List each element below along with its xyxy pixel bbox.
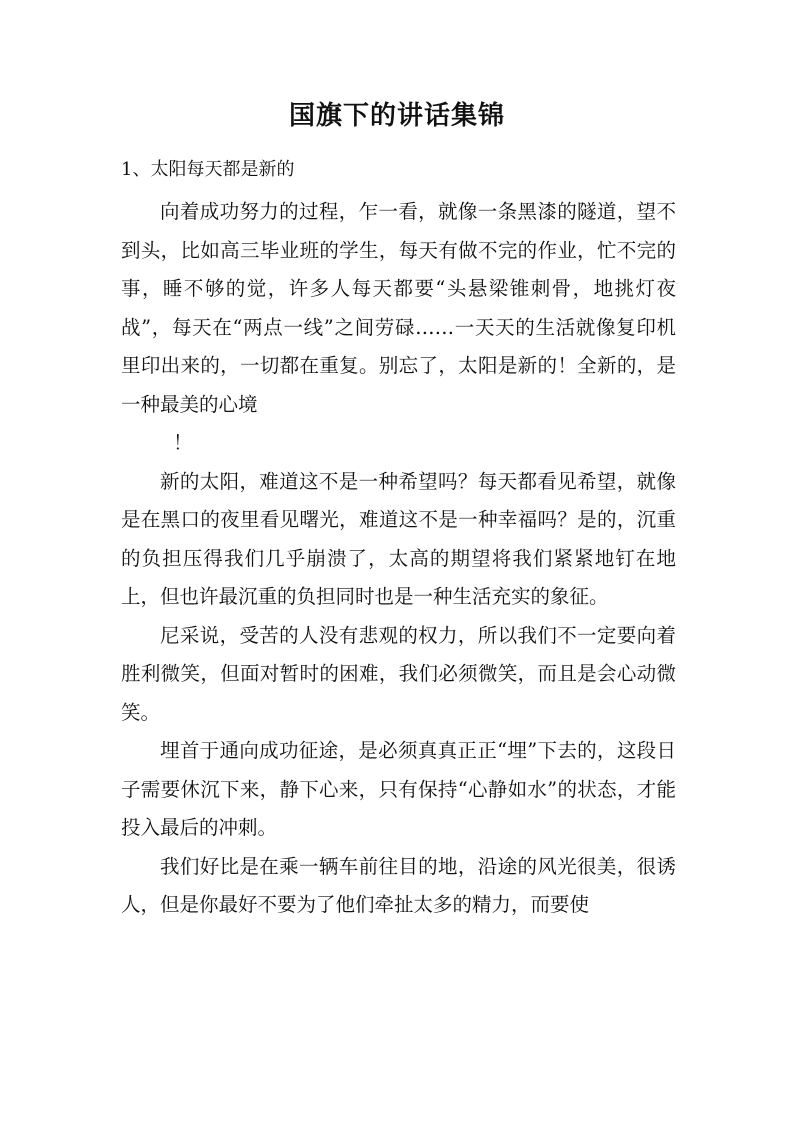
paragraph: 尼采说，受苦的人没有悲观的权力，所以我们不一定要向着胜利微笑，但面对暂时的困难，我们必须微笑，而且是会心动微笑。 [121, 623, 676, 724]
paragraph: 埋首于通向成功征途，是必须真真正正“埋”下去的，这段日子需要休沉下来，静下心来，只有保持“心静如水”的状态，才能投入最后的冲刺。 [121, 739, 676, 839]
section-heading: 1、太阳每天都是新的 [121, 159, 295, 180]
page-title: 国旗下的讲话集锦 [288, 101, 505, 131]
paragraph: ！ [173, 431, 193, 454]
paragraph: 向着成功努力的过程，乍一看，就像一条黑漆的隧道，望不到头，比如高三毕业班的学生，每天有做不完的作业，忙不完的事，睡不够的觉，许多人每天都要“头悬梁锥刺骨，地挑灯夜战”，每天在“两点一线”之间劳碌……一天天的生活就像复印机里印出来的，一切都在重复。别忘了，太阳是新的！全新的，是一种最美的心境 [121, 200, 676, 416]
document-body [121, 193, 676, 925]
paragraph: 新的太阳，难道这不是一种希望吗？每天都看见希望，就像是在黑口的夜里看见曙光，难道这不是一种幸福吗？是的，沉重的负担压得我们几乎崩溃了，太高的期望将我们紧紧地钉在地上，但也许最沉重的负担同时也是一种生活充实的象征。 [121, 469, 676, 608]
paragraph: 我们好比是在乘一辆车前往目的地，沿途的风光很美，很诱人，但是你最好不要为了他们牵扯太多的精力，而要使 [121, 854, 676, 916]
